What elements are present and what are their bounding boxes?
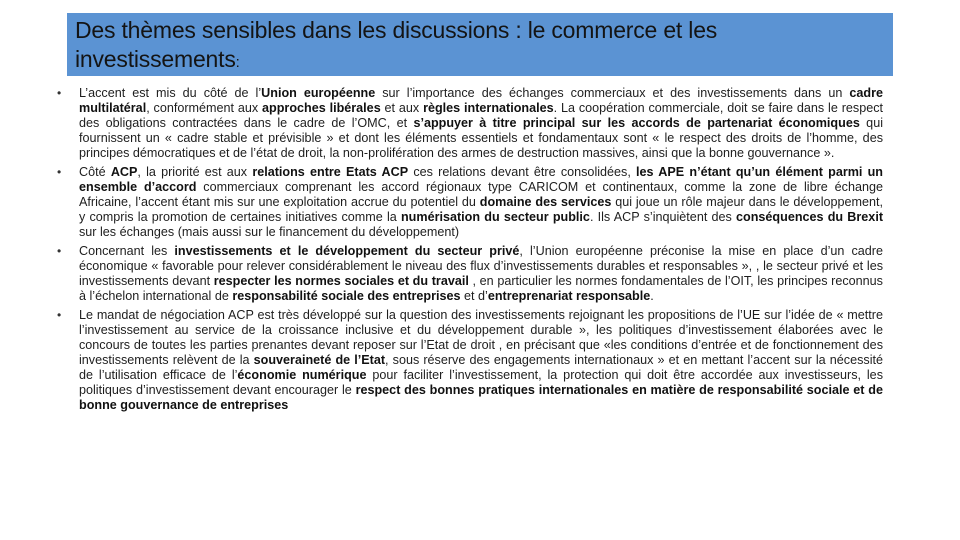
bold-text: approches libérales [262,101,381,115]
text-run: sur l’importance des échanges commerciaux et des investissements dans un [375,86,850,100]
bold-text: respecter les normes sociales et du travail [213,274,469,288]
text-run: et d’ [460,289,488,303]
text-run: , en particulier les normes fondamentales de l’OIT, les principes reconnus à l’échelon international de [79,274,883,303]
slide-title [67,13,893,76]
text-run: qui joue un rôle majeur dans le développement, y compris la promotion de certaines initiatives comme la [79,195,884,224]
bold-text: ACP [110,165,138,179]
bold-text: souveraineté de l’Etat [253,353,386,367]
bold-text: économie numérique [237,368,367,382]
text-run: Concernant les [79,244,175,258]
text-run: et aux [380,101,424,115]
bold-text: Union européenne [261,86,376,100]
bold-text: respect des bonnes pratiques internationales en matière de responsabilité sociale et de bonne gouvernance de entreprises [79,383,883,412]
bullet-eu-position [57,86,883,161]
bold-text: s’appuyer à titre principal sur les accords de partenariat économiques [413,116,860,130]
bold-text: cadre multilatéral [79,86,883,115]
text-run: sur les échanges (mais aussi sur le financement du développement) [79,225,460,239]
text-run: . La coopération commerciale, doit se faire dans le respect des obligations contractées dans le cadre de l’OMC, et [79,101,884,130]
text-run: commerciaux comprenant les accord régionaux type CARICOM et continentaux, comme la zone de libre échange Africaine, l’accent étant mis sur une exploitation accrue du potentiel du [79,180,883,209]
text-run: Le mandat de négociation ACP est très développé sur la question des investissements rejoignant les propositions de l’UE sur l’idée de « mettre l’investissement au service de la croissance inclusive et du développement durable », les politiques d’investissement élaborées avec le concours de toutes les parties prenantes devant reposer sur l’Etat de droit , en précisant que «les conditions d’entrée et de fonctionnement des investissements relèvent de la [79,308,883,367]
text-run: , sous réserve des engagements internationaux » et en mettant l’accent sur la nécessité de l’utilisation efficace de l’ [79,353,883,382]
text-run: ces relations devant être consolidées, [408,165,637,179]
text-run: . Ils ACP s’inquiètent des [589,210,737,224]
bullet-list [57,86,883,413]
bold-text: numérisation du secteur public [400,210,590,224]
bold-text: les APE n’étant qu’un élément parmi un ensemble d’accord [79,165,884,194]
text-run: . [650,289,654,303]
bold-text: domaine des services [479,195,612,209]
text-run: Côté [79,165,111,179]
slide-title-text: Des thèmes sensibles dans les discussions : le commerce et les investissements [75,17,718,72]
slide-title-colon: : [235,54,240,71]
bold-text: investissements et le développement du secteur privé [174,244,520,258]
bold-text: conséquences du Brexit [736,210,884,224]
text-run: , la priorité est aux [137,165,253,179]
text-run: pour faciliter l’investissement, la protection qui doit être accordée aux investisseurs, les politiques d’investissement devant encourager le [79,368,883,397]
text-run: , conformément aux [146,101,263,115]
bold-text: entreprenariat responsable [487,289,651,303]
bold-text: règles internationales [423,101,554,115]
slide-body [57,86,883,417]
text-run: qui fournissent un « cadre stable et prévisible » et dont les éléments essentiels et fondamentaux sont « le respect des droits de l’homme, des principes démocratiques et de l’état de droit, la non-prolifération des armes de destruction massives, ainsi que la bonne gouvernance ». [79,116,883,160]
bullet-acp-negotiation-mandate [57,308,883,413]
bullet-acp-position [57,165,883,240]
bold-text: relations entre Etats ACP [252,165,409,179]
bold-text: responsabilité sociale des entreprises [232,289,461,303]
bullet-investment-private-sector [57,244,883,304]
text-run: L’accent est mis du côté de l’ [79,86,262,100]
text-run: , l’Union européenne préconise la mise en place d’un cadre économique « favorable pour relever considérablement le niveau des flux d’investissements durables et responsables », , le secteur privé et les investissements devant [79,244,883,288]
